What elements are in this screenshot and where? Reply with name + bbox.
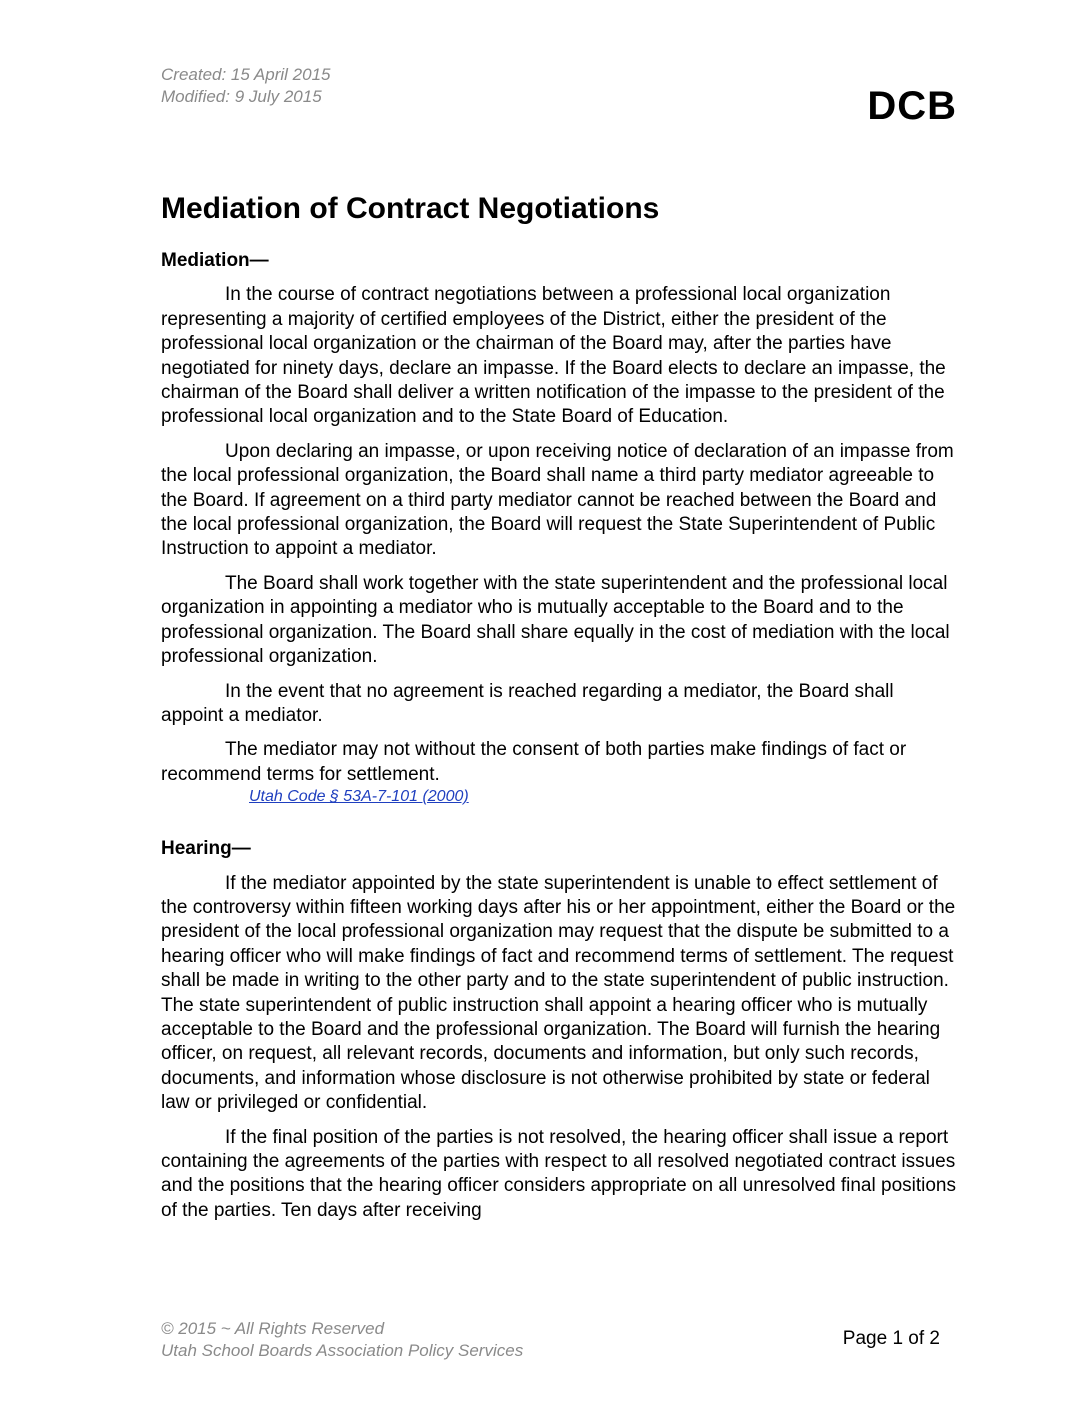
citation-link[interactable]: Utah Code § 53A-7-101 (2000) (249, 788, 469, 806)
paragraph: In the event that no agreement is reached regarding a mediator, the Board shall appoint a mediator. (161, 680, 894, 726)
document-meta (161, 64, 330, 108)
page-number: Page 1 of 2 (842, 1328, 940, 1349)
section-hearing (161, 837, 961, 1223)
paragraph: Upon declaring an impasse, or upon receiving notice of declaration of an impasse from the local professional organization, the Board shall name a third party mediator agreeable to the Board. If agreement on a third party mediator cannot be reached between the Board and the local professional organization, the Board will request the State Superintendent of Public Instruction to appoint a mediator. (161, 440, 954, 560)
created-date: Created: 15 April 2015 (161, 65, 331, 84)
paragraph: In the course of contract negotiations between a professional local organization representing a majority of certified employees of the District, either the president of the professional local organization or the chairman of the Board may, after the parties have negotiated for ninety days, declare an impasse. If the Board elects to declare an impasse, the chairman of the Board shall deliver a written notification of the impasse to the president of the professional local organization and to the State Board of Education. (161, 284, 946, 428)
paragraph: If the mediator appointed by the state superintendent is unable to effect settlement of the controversy within fifteen working days after his or her appointment, either the Board or the president of the local professional organization may request that the dispute be submitted to a hearing officer who will make findings of fact and recommend terms of settlement. The request shall be made in writing to the other party and to the state superintendent of public instruction. The state superintendent of public instruction shall appoint a hearing officer who is mutually acceptable to the Board and the professional organization. The Board will furnish the hearing officer, on request, all relevant records, documents and information, but only such records, documents, and information whose disclosure is not otherwise prohibited by state or federal law or privileged or confidential. (161, 872, 956, 1114)
section-mediation (161, 249, 961, 807)
policy-code: DCB (867, 84, 957, 128)
footer-credits (161, 1318, 523, 1362)
page-title: Mediation of Contract Negotiations (161, 192, 660, 225)
copyright-notice: © 2015 ~ All Rights Reserved (161, 1319, 385, 1338)
paragraph: If the final position of the parties is not resolved, the hearing officer shall issue a report containing the agreements of the parties with respect to all resolved negotiated contract issues and the positions that the hearing officer considers appropriate on all unresolved final positions of the parties. Ten days after receiving (161, 1126, 956, 1221)
section-heading: Mediation— (161, 250, 269, 271)
document-body (161, 249, 961, 1233)
section-heading: Hearing— (161, 838, 251, 860)
modified-date: Modified: 9 July 2015 (161, 87, 322, 106)
paragraph: The mediator may not without the consent of both parties make findings of fact or recommend terms for settlement. (161, 739, 907, 785)
publisher-name: Utah School Boards Association Policy Services (161, 1341, 524, 1360)
paragraph: The Board shall work together with the state superintendent and the professional local organization in appointing a mediator who is mutually acceptable to the Board and to the professional organization. The Board shall share equally in the cost of mediation with the local professional organization. (161, 572, 950, 668)
